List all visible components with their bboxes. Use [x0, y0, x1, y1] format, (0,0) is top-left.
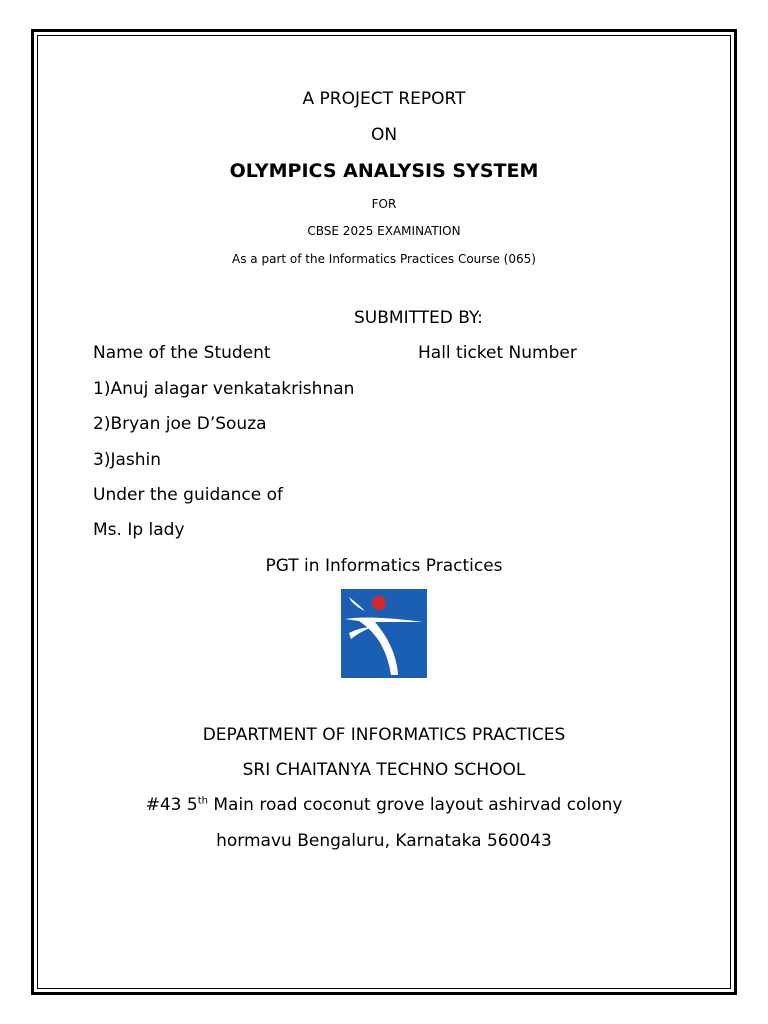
school-logo-icon — [341, 589, 427, 678]
submitted-by-label: SUBMITTED BY: — [354, 308, 483, 328]
student-entry: 2)Bryan joe D’Souza — [93, 414, 267, 434]
student-entry: 1)Anuj alagar venkatakrishnan — [93, 379, 355, 399]
school-address-line1 — [0, 795, 768, 815]
student-name-column-header: Name of the Student — [93, 343, 271, 363]
guide-name: Ms. Ip lady — [93, 520, 185, 540]
guidance-label: Under the guidance of — [93, 485, 284, 505]
school-name: SRI CHAITANYA TECHNO SCHOOL — [242, 760, 526, 780]
guide-role: PGT in Informatics Practices — [265, 556, 503, 576]
student-entry: 3)Jashin — [93, 450, 162, 470]
hall-ticket-column-header: Hall ticket Number — [418, 343, 577, 363]
address-part: #43 5 — [145, 795, 198, 815]
report-on: ON — [370, 125, 398, 145]
department-name: DEPARTMENT OF INFORMATICS PRACTICES — [202, 725, 566, 745]
address-superscript: th — [197, 795, 208, 807]
report-exam: CBSE 2025 EXAMINATION — [307, 224, 461, 238]
report-course: As a part of the Informatics Practices Course (065) — [232, 252, 536, 266]
logo-dot — [372, 596, 386, 610]
report-for: FOR — [371, 197, 397, 211]
address-part: Main road coconut grove layout ashirvad colony — [207, 795, 623, 815]
report-title: OLYMPICS ANALYSIS SYSTEM — [229, 160, 539, 182]
report-heading: A PROJECT REPORT — [302, 89, 466, 109]
school-address-line2: hormavu Bengaluru, Karnataka 560043 — [216, 831, 552, 851]
